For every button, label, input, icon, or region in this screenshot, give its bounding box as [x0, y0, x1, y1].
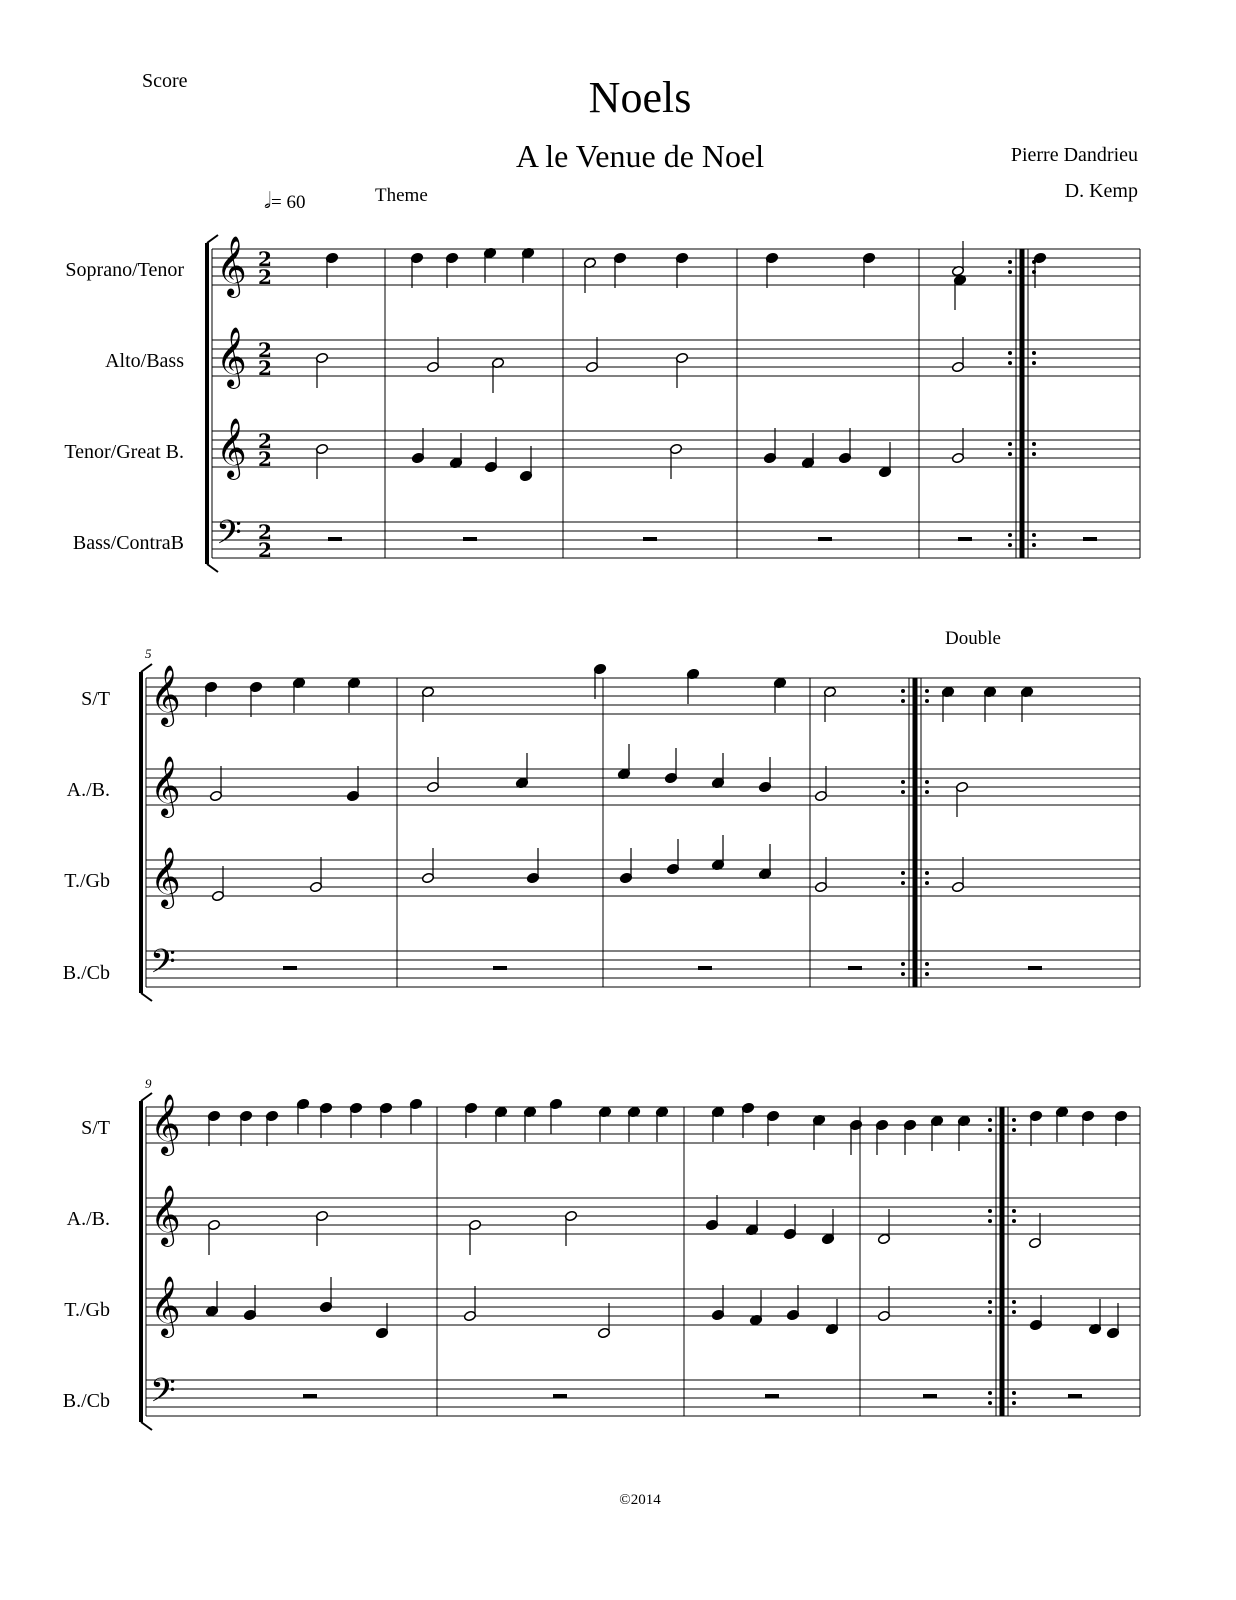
repeat-dot — [1032, 533, 1036, 537]
time-signature-bottom: 2 — [258, 265, 272, 289]
instrument-name-s1-4: Bass/ContraB — [72, 532, 184, 554]
repeat-dot — [901, 780, 905, 784]
repeat-dot — [1012, 1401, 1016, 1405]
repeat-dot — [1032, 351, 1036, 355]
whole-rest — [283, 966, 297, 970]
half-note-icon: 𝅗𝅥 — [264, 188, 271, 213]
repeat-dot — [1008, 260, 1012, 264]
time-signature-bottom: 2 — [258, 447, 272, 471]
repeat-dot — [1012, 1118, 1016, 1122]
repeat-dot — [1008, 351, 1012, 355]
whole-rest — [698, 966, 712, 970]
repeat-dot — [1032, 543, 1036, 547]
treble-clef-icon: 𝄞 — [150, 1276, 181, 1336]
instrument-name-s2-2: A./B. — [66, 779, 110, 801]
repeat-dot — [1012, 1391, 1016, 1395]
treble-clef-icon: 𝄞 — [216, 418, 247, 478]
repeat-dot — [1012, 1128, 1016, 1132]
repeat-dot — [988, 1128, 992, 1132]
piece-subtitle: A le Venue de Noel — [515, 138, 765, 174]
repeat-dot — [901, 962, 905, 966]
repeat-dot — [925, 699, 929, 703]
whole-rest — [765, 1394, 779, 1398]
bass-clef-icon: 𝄢 — [150, 943, 176, 989]
treble-clef-icon: 𝄞 — [216, 327, 247, 387]
repeat-dot — [901, 881, 905, 885]
time-signature-top: 2 — [258, 247, 272, 271]
section-theme-label: Theme — [375, 185, 428, 206]
repeat-dot — [1012, 1300, 1016, 1304]
score-label: Score — [142, 70, 188, 92]
repeat-dot — [988, 1401, 992, 1405]
whole-rest — [1068, 1394, 1082, 1398]
measure-number-9: 9 — [145, 1076, 152, 1091]
treble-clef-icon: 𝄞 — [150, 1185, 181, 1245]
instrument-name-s3-3: T./Gb — [64, 1299, 110, 1321]
whole-rest — [643, 537, 657, 541]
repeat-dot — [988, 1300, 992, 1304]
system-bracket-bottom — [207, 564, 218, 572]
whole-rest — [848, 966, 862, 970]
bass-clef-icon: 𝄢 — [150, 1372, 176, 1418]
repeat-dot — [1032, 452, 1036, 456]
repeat-dot — [1008, 543, 1012, 547]
repeat-dot — [901, 699, 905, 703]
repeat-dot — [901, 689, 905, 693]
repeat-dot — [901, 790, 905, 794]
repeat-dot — [1008, 361, 1012, 365]
instrument-name-s3-2: A./B. — [66, 1208, 110, 1230]
instrument-name-s2-4: B./Cb — [62, 962, 110, 984]
repeat-dot — [1008, 533, 1012, 537]
whole-rest — [923, 1394, 937, 1398]
treble-clef-icon: 𝄞 — [216, 236, 247, 296]
whole-rest — [958, 537, 972, 541]
repeat-dot — [1008, 270, 1012, 274]
instrument-name-s3-4: B./Cb — [62, 1390, 110, 1412]
whole-rest — [553, 1394, 567, 1398]
bass-clef-icon: 𝄢 — [216, 514, 242, 560]
copyright-notice: ©2014 — [619, 1492, 661, 1508]
repeat-dot — [988, 1310, 992, 1314]
whole-rest — [303, 1394, 317, 1398]
repeat-dot — [925, 962, 929, 966]
repeat-dot — [988, 1118, 992, 1122]
repeat-dot — [925, 689, 929, 693]
time-signature-bottom: 2 — [258, 538, 272, 562]
repeat-dot — [925, 881, 929, 885]
whole-rest — [493, 966, 507, 970]
instrument-name-s1-3: Tenor/Great B. — [64, 441, 184, 463]
instrument-name-s2-3: T./Gb — [64, 870, 110, 892]
system-bracket-bottom — [141, 993, 152, 1001]
repeat-dot — [901, 871, 905, 875]
instrument-name-s2-1: S/T — [81, 688, 110, 710]
treble-clef-icon: 𝄞 — [150, 756, 181, 816]
time-signature-top: 2 — [258, 520, 272, 544]
section-double-label: Double — [945, 628, 1001, 649]
repeat-dot — [1012, 1310, 1016, 1314]
tempo-value: = 60 — [271, 192, 306, 213]
repeat-dot — [901, 972, 905, 976]
repeat-dot — [925, 972, 929, 976]
whole-rest — [463, 537, 477, 541]
instrument-name-s3-1: S/T — [81, 1117, 110, 1139]
repeat-dot — [925, 871, 929, 875]
whole-rest — [1028, 966, 1042, 970]
treble-clef-icon: 𝄞 — [150, 847, 181, 907]
instrument-name-s1-2: Alto/Bass — [105, 350, 184, 372]
repeat-dot — [988, 1209, 992, 1213]
instrument-name-s1-1: Soprano/Tenor — [65, 259, 184, 281]
composer-name: Pierre Dandrieu — [1010, 144, 1138, 166]
whole-rest — [818, 537, 832, 541]
repeat-dot — [925, 780, 929, 784]
repeat-dot — [1008, 452, 1012, 456]
time-signature-bottom: 2 — [258, 356, 272, 380]
repeat-dot — [1012, 1209, 1016, 1213]
time-signature-top: 2 — [258, 338, 272, 362]
treble-clef-icon: 𝄞 — [150, 1094, 181, 1154]
repeat-dot — [925, 790, 929, 794]
arranger-name: D. Kemp — [1064, 180, 1138, 202]
whole-rest — [1083, 537, 1097, 541]
repeat-dot — [1008, 442, 1012, 446]
repeat-dot — [988, 1391, 992, 1395]
treble-clef-icon: 𝄞 — [150, 665, 181, 725]
time-signature-top: 2 — [258, 429, 272, 453]
repeat-dot — [1012, 1219, 1016, 1223]
measure-number-5: 5 — [145, 646, 152, 661]
piece-title: Noels — [588, 73, 692, 122]
repeat-dot — [1032, 361, 1036, 365]
repeat-dot — [988, 1219, 992, 1223]
system-bracket-bottom — [141, 1422, 152, 1430]
repeat-dot — [1032, 442, 1036, 446]
whole-rest — [328, 537, 342, 541]
